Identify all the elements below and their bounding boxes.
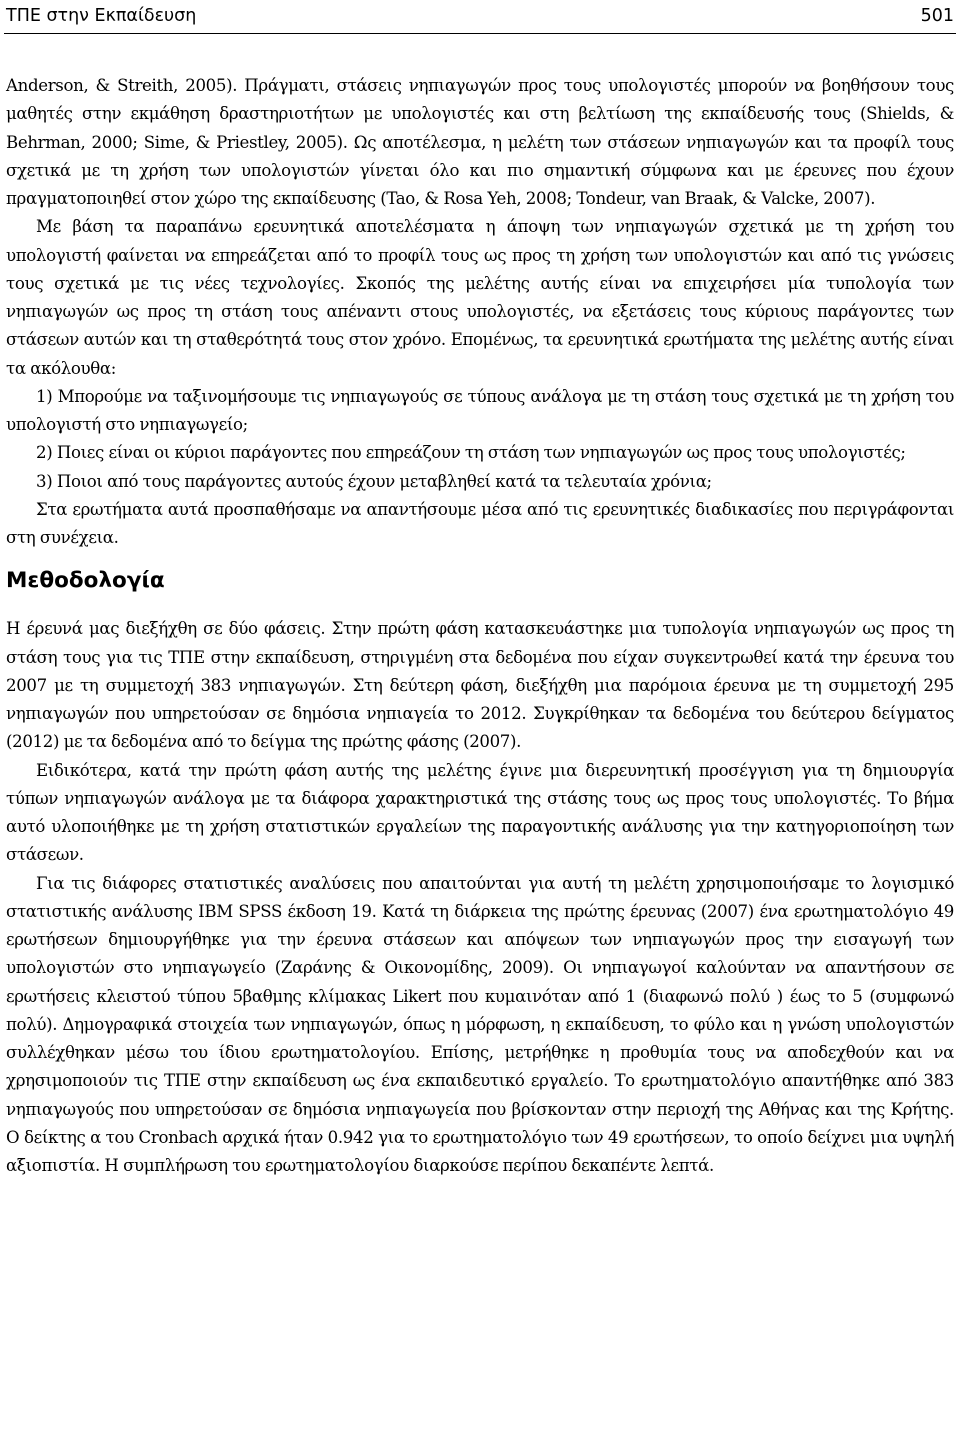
research-question-2: 2) Ποιες είναι οι κύριοι παράγοντες που επηρεάζουν τη στάση των νηπιαγωγών ως προς τους υπολογιστές; (36, 443, 906, 463)
section-heading-methodology: Μεθοδολογία (6, 568, 165, 594)
research-question-1: 1) Μπορούμε να ταξινομήσουμε τις νηπιαγωγούς σε τύπους ανάλογα με τη στάση τους σχετικά με τη χρήση του υπολογιστή στο νηπιαγωγείο; (6, 386, 954, 434)
paragraph-transition: Στα ερωτήματα αυτά προσπαθήσαμε να απαντήσουμε μέσα από τις ερευνητικές διαδικασίες που περιγράφονται στη συνέχεια. (6, 499, 954, 547)
paragraph-intro-continuation: Anderson, & Streith, 2005). Πράγματι, στάσεις νηπιαγωγών προς τους υπολογιστές μπορούν να βοηθήσουν τους μαθητές στην εκμάθηση δραστηριοτήτων με υπολογιστές και στη βελτίωση της εκπαίδευσής τους (Shields, & Behrman, 2000; Sime, & Priestley, 2005). Ως αποτέλεσμα, η μελέτη των στάσεων νηπιαγωγών και τα προφίλ τους σχετικά με τη χρήση των υπολογιστών γίνεται όλο και πιο σημαντική σύμφωνα και με έρευνες που έχουν πραγματοποιηθεί στον χώρο της εκπαίδευσης (Tao, & Rosa Yeh, 2008; Tondeur, van Braak, & Valcke, 2007). (6, 76, 954, 208)
paragraph-method-instrument: Για τις διάφορες στατιστικές αναλύσεις που απαιτούνται για αυτή τη μελέτη χρησιμοποιήσαμε το λογισμικό στατιστικής ανάλυσης IBM SPSS έκδοση 19. Κατά τη διάρκεια της πρώτης έρευνας (2007) ένα ερωτηματολόγιο 49 ερωτήσεων δημιουργήθηκε για την έρευνα στάσεων και απόψεων των νηπιαγωγών προς την εισαγωγή των υπολογιστών στο νηπιαγωγείο (Ζαράνης & Οικονομίδης, 2009). Οι νηπιαγωγοί καλούνταν να απαντήσουν σε ερωτήσεις κλειστού τύπου 5βαθμης κλίμακας Likert που κυμαινόταν από 1 (διαφωνώ πολύ ) έως το 5 (συμφωνώ πολύ). Δημογραφικά στοιχεία των νηπιαγωγών, όπως η μόρφωση, η εκπαίδευση, το φύλο και η γνώση υπολογιστών συλλέχθηκαν μέσω του ίδιου ερωτηματολογίου. Επίσης, μετρήθηκε η προθυμία τους να αποδεχθούν και να χρησιμοποιούν τις ΤΠΕ στην εκπαίδευση ως ένα εκπαιδευτικό εργαλείο. Το ερωτηματολόγιο απαντήθηκε από 383 νηπιαγωγούς που υπηρετούσαν σε δημόσια νηπιαγωγεία που βρίσκονταν στην περιοχή της Αθήνας και της Κρήτης. Ο δείκτης α του Cronbach αρχικά ήταν 0.942 για το ερωτηματολόγιο των 49 ερωτήσεων, το οποίο δείχνει μια υψηλή αξιοπιστία. Η συμπλήρωση του ερωτηματολογίου διαρκούσε περίπου δεκαπέντε λεπτά. (6, 873, 954, 1175)
body-text (6, 72, 954, 1180)
paragraph-method-phases: Η έρευνά μας διεξήχθη σε δύο φάσεις. Στην πρώτη φάση κατασκευάστηκε μια τυπολογία νηπιαγωγών ως προς τη στάση τους για τις ΤΠΕ στην εκπαίδευση, στηριγμένη στα δεδομένα που είχαν συγκεντρωθεί κατά την έρευνα του 2007 με τη συμμετοχή 383 νηπιαγωγών. Στη δεύτερη φάση, διεξήχθη μια παρόμοια έρευνα με τη συμμετοχή 295 νηπιαγωγών που υπηρετούσαν σε δημόσια νηπιαγεία το 2012. Συγκρίθηκαν τα δεδομένα του δεύτερου δείγματος (2012) με τα δεδομένα από το δείγμα της πρώτης φάσης (2007). (6, 619, 954, 752)
header-divider (4, 33, 956, 34)
paragraph-research-aim: Με βάση τα παραπάνω ερευνητικά αποτελέσματα η άποψη των νηπιαγωγών σχετικά με τη χρήση του υπολογιστή φαίνεται να επηρεάζεται από το προφίλ τους ως προς τη χρήση των υπολογιστών και από τις γνώσεις τους σχετικά με τις νέες τεχνολογίες. Σκοπός της μελέτης αυτής είναι να επιχειρήσει μία τυπολογία των νηπιαγωγών ως προς τη στάση τους απέναντι στους υπολογιστές, να εξετάσεις τους κύριους παράγοντες των στάσεων αυτών και τη σταθερότητά τους στον χρόνο. Επομένως, τα ερευνητικά ερωτήματα της μελέτης αυτής είναι τα ακόλουθα: (6, 217, 954, 378)
page-number: 501 (920, 6, 954, 26)
paragraph-method-typology: Ειδικότερα, κατά την πρώτη φάση αυτής της μελέτης έγινε μια διερευνητική προσέγγιση για τη δημιουργία τύπων νηπιαγωγών ανάλογα με τα διάφορα χαρακτηριστικά της στάσης τους ως προς τους υπολογιστές. Το βήμα αυτό υλοποιήθηκε με τη χρήση στατιστικών εργαλείων της παραγοντικής ανάλυσης για την κατηγοριοποίηση των στάσεων. (6, 760, 954, 865)
running-header (6, 4, 954, 32)
running-title: ΤΠΕ στην Εκπαίδευση (6, 6, 197, 26)
research-question-3: 3) Ποιοι από τους παράγοντες αυτούς έχουν μεταβληθεί κατά τα τελευταία χρόνια; (36, 471, 712, 491)
